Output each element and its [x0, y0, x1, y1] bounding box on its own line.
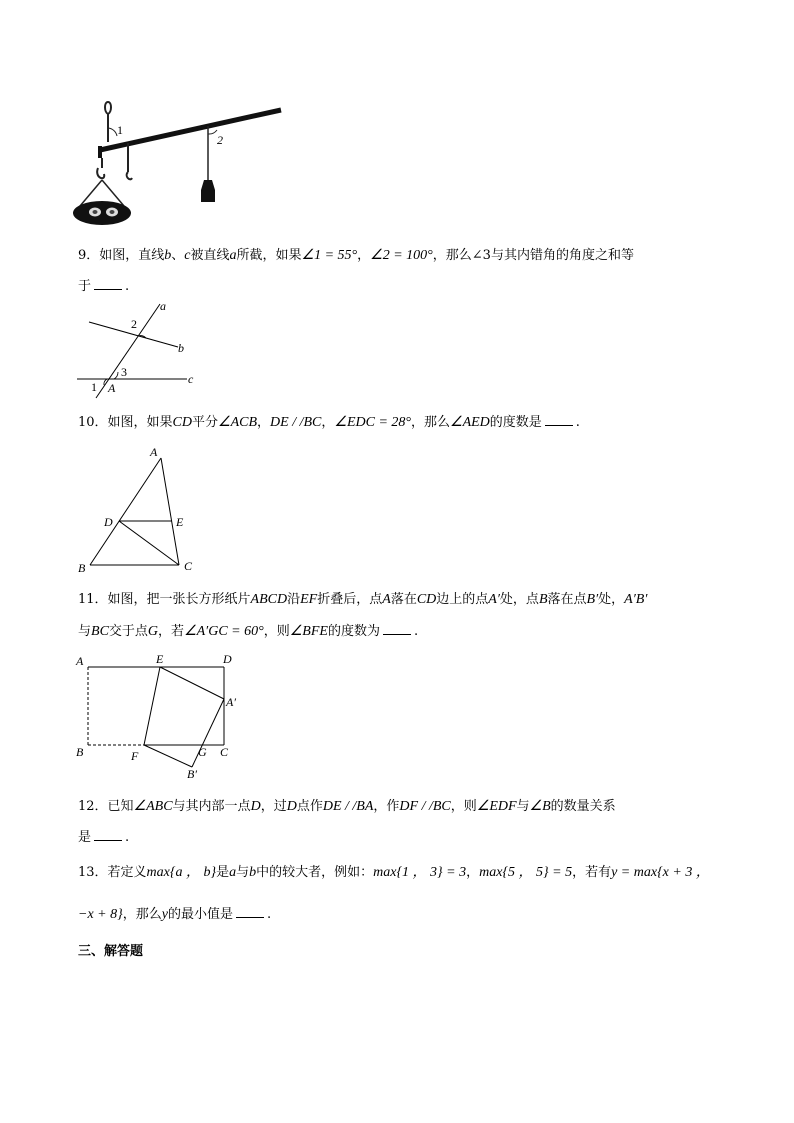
q12-line2: 是 . [78, 830, 130, 845]
section-heading-solutions: 三、解答题 [78, 944, 144, 959]
label-B: B [78, 561, 86, 575]
label-A-prime: A′ [226, 695, 236, 709]
q10-line: 10．如图，如果CD平分∠ACB，DE / /BC，∠EDC = 28°，那么∠AED的度数是 . [78, 415, 580, 430]
answer-blank [236, 905, 264, 918]
fig10-triangle [74, 444, 204, 576]
angle-2-label: 2 [217, 133, 223, 147]
q12-line1: 12．已知∠ABC与其内部一点D，过D点作DE / /BA，作DF / /BC，则∠EDF与∠B的数量关系 [78, 799, 616, 814]
fig9-parallel-lines [74, 300, 204, 400]
q9-line2: 于 . [78, 279, 130, 294]
label-C: C [184, 559, 193, 573]
q13-line1: 13．若定义max{a ， b}是a与b中的较大者，例如：max{1 ， 3} = 3，max{5 ， 5} = 5，若有y = max{x + 3 ， [78, 865, 710, 880]
label-b: b [178, 341, 184, 355]
angle-1-label: 1 [117, 123, 123, 137]
label-a: a [160, 300, 166, 313]
label-A: A [76, 654, 84, 668]
label-B-prime: B′ [187, 767, 197, 781]
answer-blank [383, 622, 411, 635]
answer-blank [545, 413, 573, 426]
answer-blank [94, 828, 122, 841]
label-B: B [76, 745, 84, 759]
label-A: A [150, 445, 158, 459]
label-D: D [104, 515, 113, 529]
label-A: A [108, 381, 116, 395]
steelyard-figure [70, 98, 290, 233]
q11-line1: 11．如图，把一张长方形纸片ABCD沿EF折叠后，点A落在CD边上的点A′处，点B落在点B′处，A′B′ [78, 592, 648, 607]
label-C: C [220, 745, 229, 759]
q11-line2: 与BC交于点G，若∠A′GC = 60°，则∠BFE的度数为 . [78, 624, 419, 639]
fig11-folded-rectangle [72, 650, 252, 782]
q13-line2: −x + 8}，那么y的最小值是 . [78, 907, 272, 922]
label-E: E [176, 515, 184, 529]
label-c: c [188, 372, 194, 386]
label-2: 2 [131, 317, 137, 331]
answer-blank [94, 277, 122, 290]
label-1: 1 [91, 380, 97, 394]
q9-line1: 9．如图，直线b、c被直线a所截，如果∠1 = 55°，∠2 = 100°，那么∠3与其内错角的角度之和等 [78, 248, 634, 263]
label-F: F [131, 749, 139, 763]
label-E: E [156, 652, 164, 666]
label-3: 3 [121, 365, 127, 379]
label-D: D [223, 652, 232, 666]
label-G: G [198, 745, 207, 759]
